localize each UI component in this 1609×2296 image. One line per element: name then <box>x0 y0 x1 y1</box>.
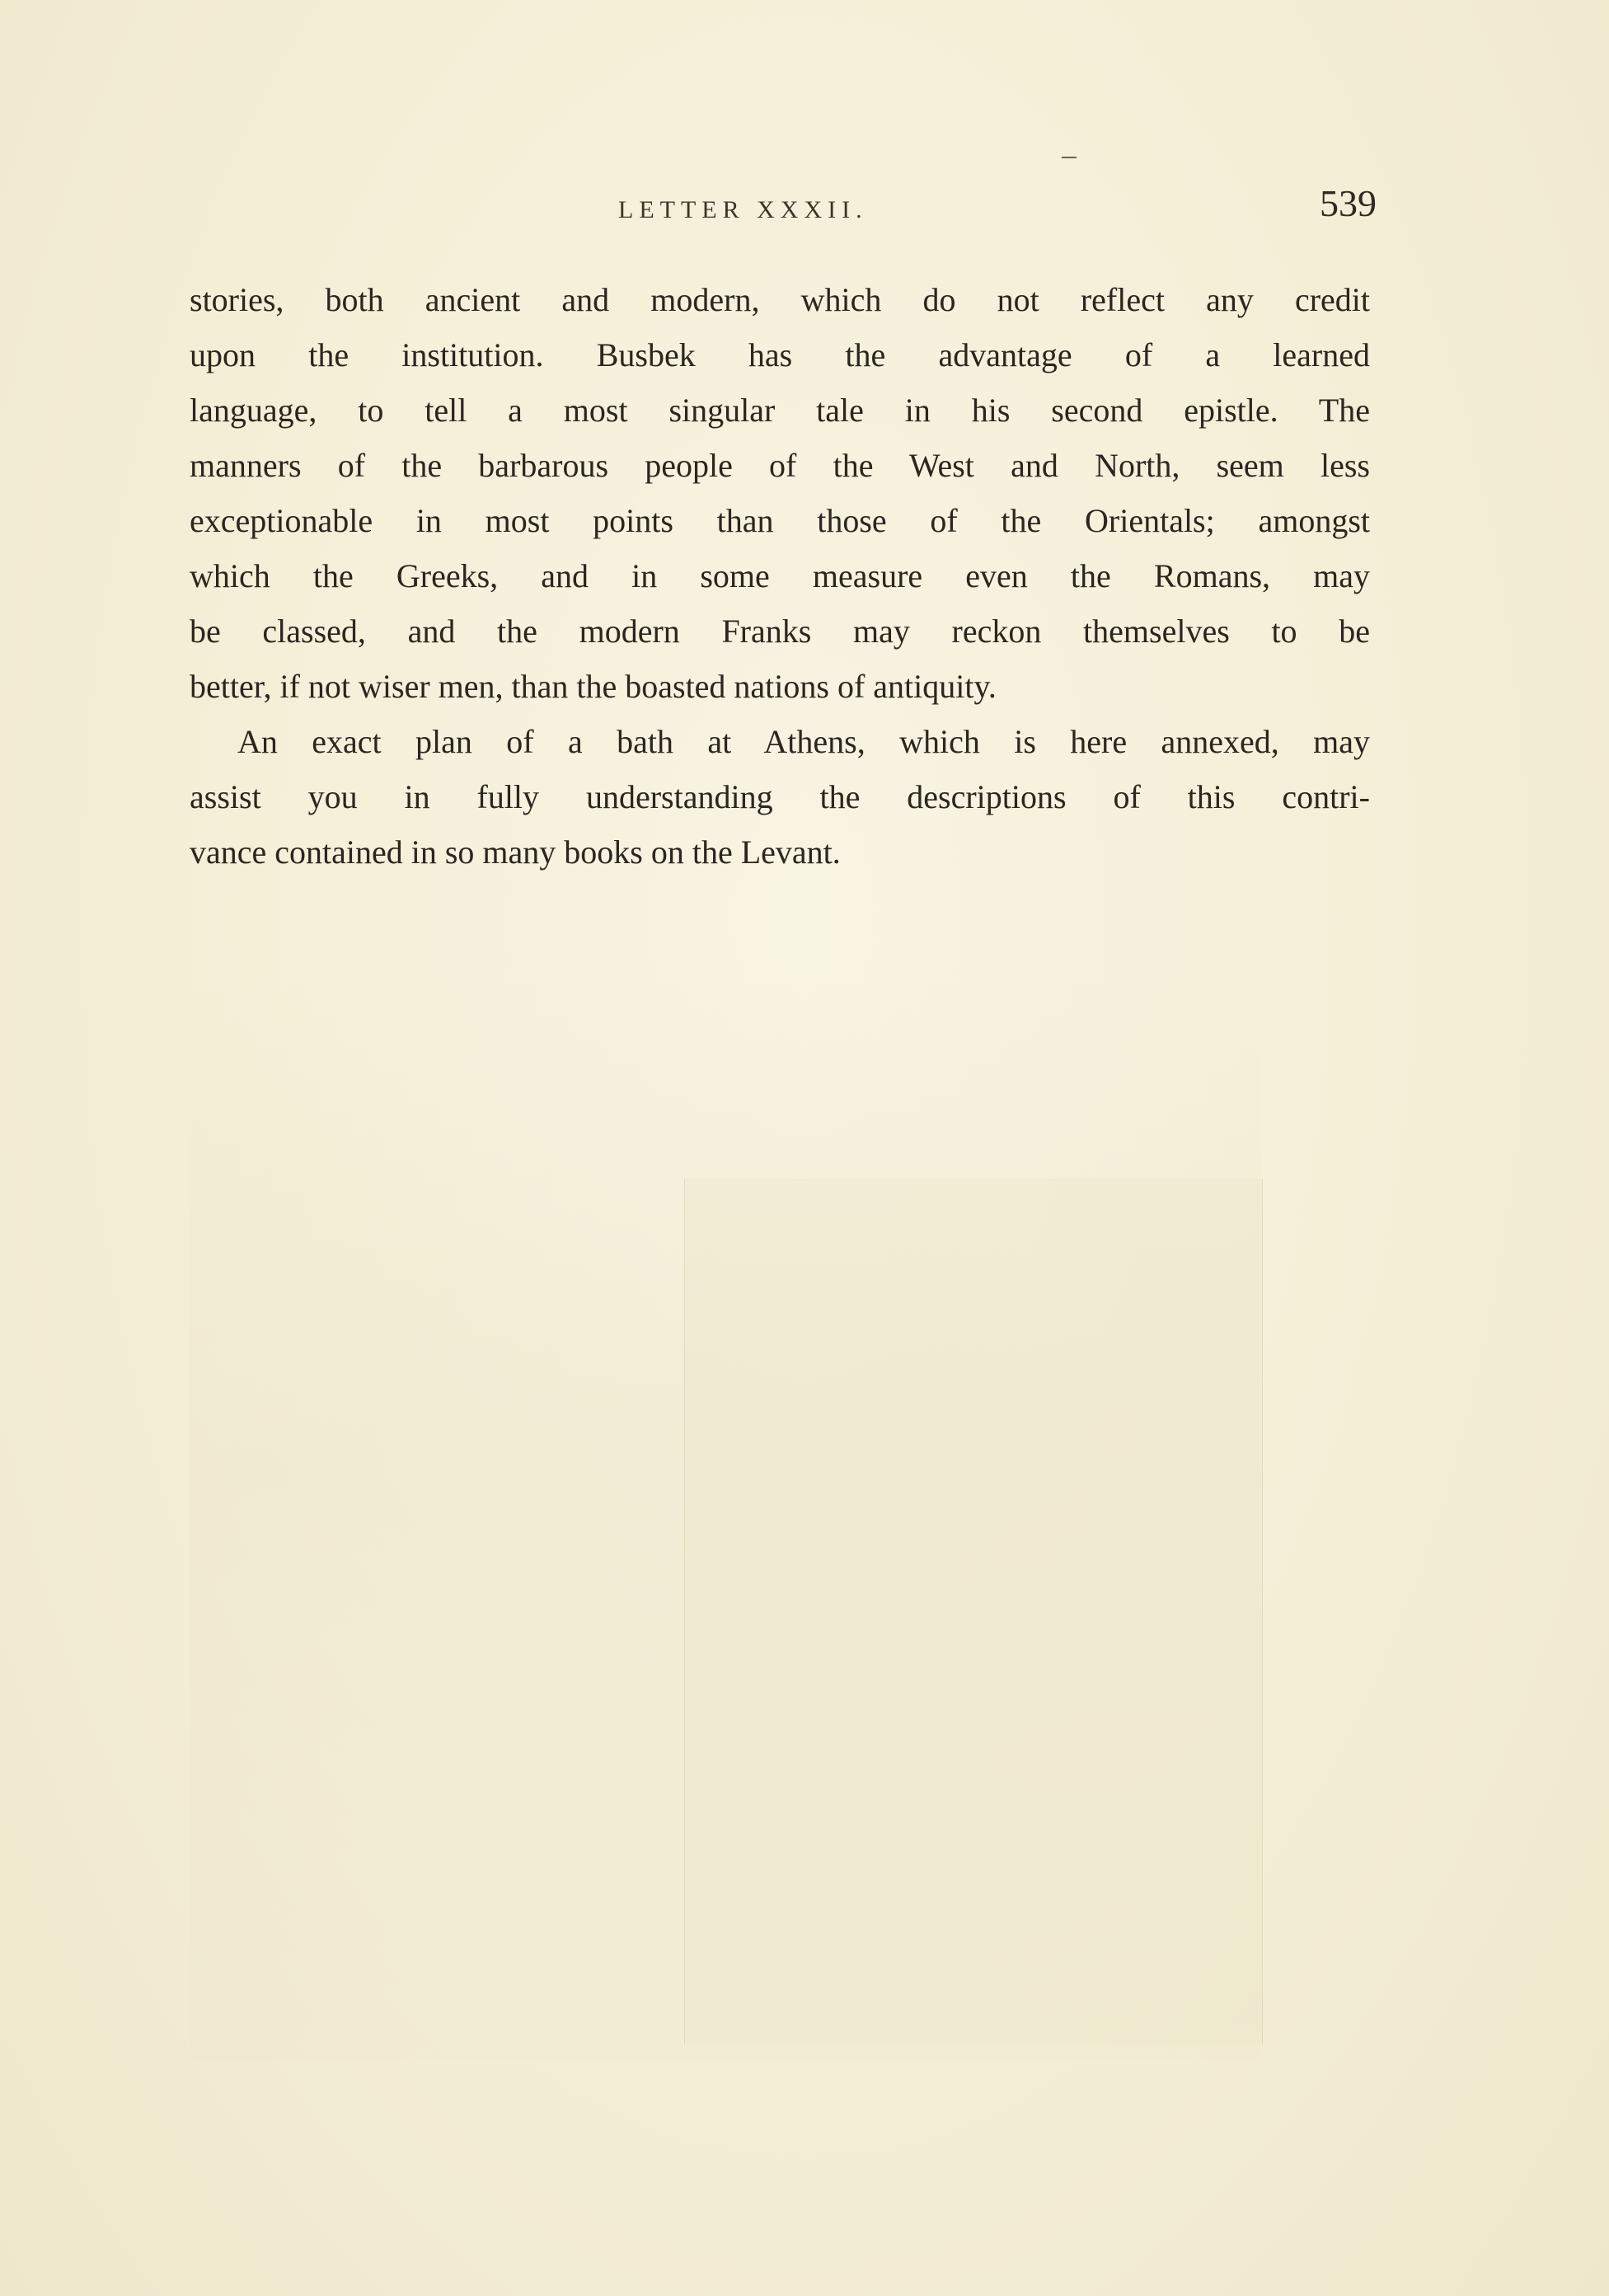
text-line: exceptionable in most points than those of the Orientals; amongst <box>190 502 1370 539</box>
text-line: assist you in fully understanding the descriptions of this contri- <box>190 778 1370 815</box>
plate-offset-impression <box>684 1179 1263 2045</box>
text-line: vance contained in so many books on the Levant. <box>190 833 841 871</box>
text-line: better, if not wiser men, than the boasted nations of antiquity. <box>190 668 997 705</box>
text-line: manners of the barbarous people of the West and North, seem less <box>190 447 1370 484</box>
text-line: which the Greeks, and in some measure even the Romans, may <box>190 557 1370 594</box>
text-line: language, to tell a most singular tale in his second epistle. The <box>190 392 1370 429</box>
text-line: upon the institution. Busbek has the advantage of a learned <box>190 336 1370 373</box>
text-line: stories, both ancient and modern, which do not reflect any credit <box>190 281 1370 318</box>
text-line: be classed, and the modern Franks may reckon themselves to be <box>190 613 1370 650</box>
printer-mark <box>1062 157 1077 158</box>
page-number: 539 <box>1320 182 1377 224</box>
body-text <box>190 272 1370 880</box>
running-head: LETTER XXXII. <box>618 196 868 223</box>
page-header <box>190 181 1377 247</box>
paragraph-first-line: An exact plan of a bath at Athens, which is here annexed, may <box>237 723 1370 760</box>
